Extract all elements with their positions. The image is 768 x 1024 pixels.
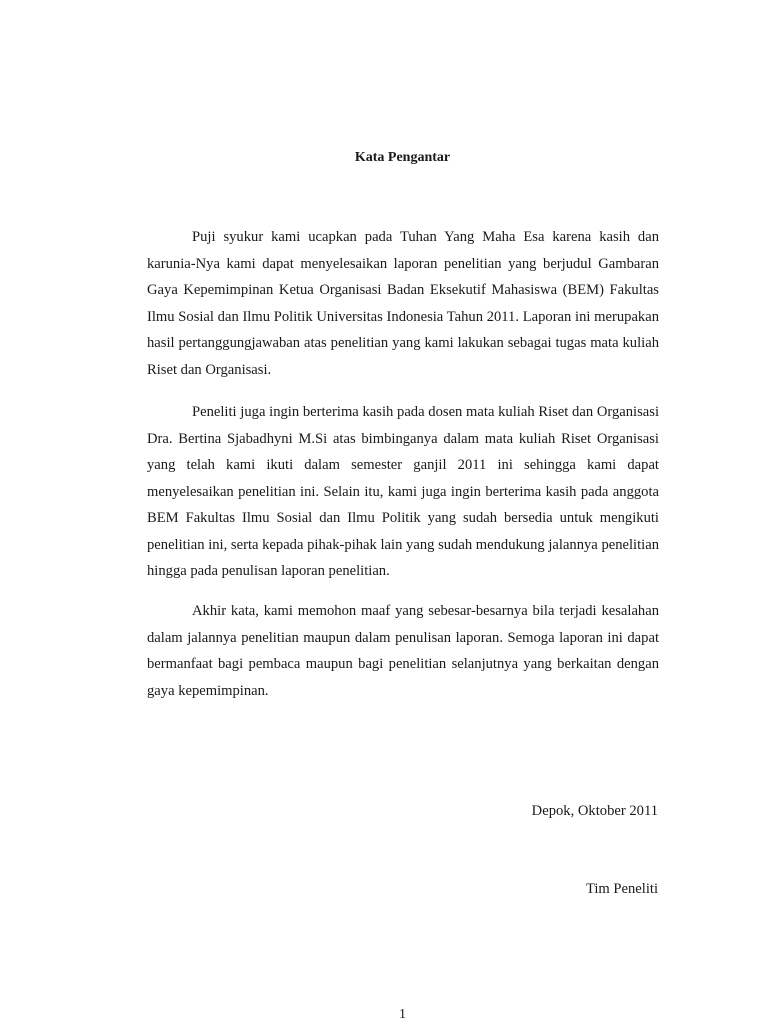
page-title: Kata Pengantar [354,150,451,165]
paragraph-2: Peneliti juga ingin berterima kasih pada dosen mata kuliah Riset dan Organisasi Dra. Bertina Sjabadhyni M.Si atas bimbinganya dalam mata kuliah Riset Organisasi yang telah kami ikuti dalam semester ganjil 2011 ini sehingga kami dapat menyelesaikan penelitian ini. Selain itu, kami juga ingin berterima kasih pada anggota BEM Fakultas Ilmu Sosial dan Ilmu Politik yang sudah bersedia untuk mengikuti penelitian ini, serta kepada pihak-pihak lain yang sudah mendukung jalannya penelitian hingga pada penulisan laporan penelitian. [147,404,659,579]
signature: Tim Peneliti [585,881,658,897]
paragraph-1: Puji syukur kami ucapkan pada Tuhan Yang Maha Esa karena kasih dan karunia-Nya kami dapat menyelesaikan laporan penelitian yang berjudul Gambaran Gaya Kepemimpinan Ketua Organisasi Badan Eksekutif Mahasiswa (BEM) Fakultas Ilmu Sosial dan Ilmu Politik Universitas Indonesia Tahun 2011. Laporan ini merupakan hasil pertanggungjawaban atas penelitian yang kami lakukan sebagai tugas mata kuliah Riset dan Organisasi. [147,229,659,378]
page-number: 1 [399,1007,406,1022]
place-date: Depok, Oktober 2011 [531,803,658,819]
paragraph-3: Akhir kata, kami memohon maaf yang sebesar-besarnya bila terjadi kesalahan dalam jalannya penelitian maupun dalam penulisan laporan. Semoga laporan ini dapat bermanfaat bagi pembaca maupun bagi penelitian selanjutnya yang berkaitan dengan gaya kepemimpinan. [147,603,659,699]
